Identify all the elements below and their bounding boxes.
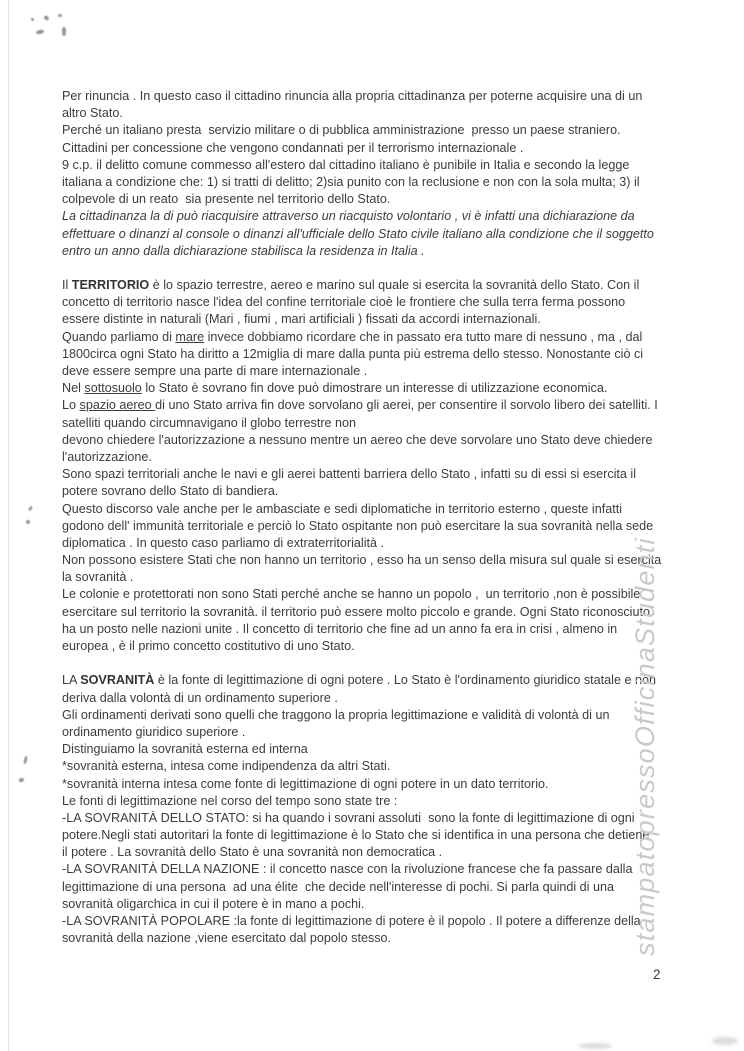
text-line [62, 501, 694, 518]
text-run: devono chiedere l'autorizzazione a nessuno mentre un aereo che deve sorvolare uno Stato deve chiedere [62, 432, 653, 447]
text-run: La cittadinanza la di può riacquisire attraverso un riacquisto volontario , vi è infatti una dichiarazione da [62, 209, 635, 224]
text-run: di uno Stato arriva fin dove sorvolano gli aerei, per consentire il sorvolo libero dei satelliti. I [155, 398, 658, 413]
text-run: Non possono esistere Stati che non hanno un territorio , esso ha un senso della misura sul quale si esercita [62, 553, 662, 568]
text-run: godono dell' immunità territoriale e perciò lo Stato ospitante non può esercitare la sua sovranità nella sede [62, 518, 654, 533]
text-run: è lo spazio terrestre, aereo e marino sul quale si esercita la sovranità dello Stato. Con il [149, 278, 640, 293]
text-line [62, 208, 694, 225]
text-line [62, 535, 694, 552]
document-lines [62, 88, 694, 947]
text-line [62, 672, 694, 689]
text-line [62, 277, 694, 294]
text-run: italiana a condizione che: 1) si tratti di delitto; 2)sia punito con la reclusione e non con la sola multa; 3) il [62, 174, 640, 189]
text-line [62, 140, 694, 157]
pen-mark [58, 13, 63, 17]
text-line [62, 930, 694, 947]
pen-mark [28, 506, 33, 512]
text-run: *sovranità interna intesa come fonte di legittimazione di ogni potere in un dato territorio. [62, 776, 549, 791]
text-run: legittimazione di una persona ad una élite che decide nell'interesse di pochi. Si parla quindi di una [62, 879, 614, 894]
text-run: Cittadini per concessione che vengono condannati per il terrorismo internazionale . [62, 140, 524, 155]
text-line [62, 432, 694, 449]
text-run: potere.Negli stati autoritari la fonte di legittimazione è lo Stato che si identifica in una persona che detiene [62, 828, 650, 843]
text-line [62, 191, 694, 208]
text-run: 1800circa ogni Stato ha diritto a 12miglia di mare dalla punta più estrema dello stesso. Nonostante ciò ci [62, 346, 644, 361]
text-run: *sovranità esterna, intesa come indipendenza da altri Stati. [62, 759, 391, 774]
text-line [62, 844, 694, 861]
text-run: è la fonte di legittimazione di ogni potere . Lo Stato è l'ordinamento giuridico statale e non [154, 673, 656, 688]
text-line [62, 311, 694, 328]
text-run: -LA SOVRANITÀ DELLA NAZIONE : il concetto nasce con la rivoluzione francese che fa passare dalla [62, 862, 633, 877]
text-run: potere sovrano dello Stato di bandiera. [62, 484, 279, 499]
page-number: 2 [653, 967, 661, 982]
text-run: diplomatica . In questo caso parliamo di extraterritorialità . [62, 535, 384, 550]
text-line [62, 604, 694, 621]
text-run: -LA SOVRANITÀ POPOLARE :la fonte di legittimazione di potere è il popolo . Il potere a differenze della [62, 914, 641, 928]
pen-mark [31, 18, 34, 21]
text-line [62, 827, 694, 844]
text-run: colpevole di un reato sia presente nel territorio dello Stato. [62, 192, 391, 207]
pen-mark [26, 520, 30, 524]
text-run: ha un posto nelle nazioni unite . Il concetto di territorio che fine ad un anno fa era in crisi , almeno in [62, 621, 618, 636]
text-line [62, 518, 694, 535]
text-line [62, 707, 694, 724]
text-line [62, 776, 694, 793]
pen-mark [43, 15, 49, 21]
scan-smudge [712, 1037, 738, 1045]
pen-mark [23, 756, 28, 764]
text-run: -LA SOVRANITÀ DELLO STATO: si ha quando i sovrani assoluti sono la fonte di legittimazione di ogni [62, 810, 635, 825]
text-run: Quando parliamo di [62, 329, 176, 344]
text-run: Lo [62, 398, 80, 413]
text-run: LA [62, 673, 81, 688]
text-run: sovranità della nazione ,viene esercitato dal popolo stesso. [62, 931, 392, 946]
text-run: Per rinuncia . In questo caso il cittadino rinuncia alla propria cittadinanza per poterne acquisire una di un [62, 89, 643, 103]
text-run: Perché un italiano presta servizio militare o di pubblica amministrazione presso un paese straniero. [62, 123, 621, 138]
text-line [62, 724, 694, 741]
text-line [62, 329, 694, 346]
pen-mark [36, 29, 45, 35]
blank-line [62, 655, 694, 672]
text-run: Gli ordinamenti derivati sono quelli che traggono la propria legittimazione e validità di volontà di un [62, 707, 610, 722]
text-line [62, 88, 694, 105]
text-line [62, 226, 694, 243]
text-run: spazio aereo [79, 398, 156, 413]
text-run: il potere . La sovranità dello Stato è una sovranità non democratica . [62, 845, 443, 860]
text-run: sovranità oligarchica in cui il potere è in mano a pochi. [62, 896, 365, 911]
text-run: Sono spazi territoriali anche le navi e gli aerei battenti barriera dello Stato , infatti su di essi si esercita il [62, 467, 637, 482]
text-line [62, 174, 694, 191]
text-line [62, 380, 694, 397]
text-run: satelliti quando circumnavigano il globo terrestre non [62, 415, 357, 430]
text-line [62, 483, 694, 500]
text-run: l'autorizzazione. [62, 449, 152, 464]
text-run: essere distinte in naturali (Mari , fiumi , mari artificiali ) fissati da accordi internazionali. [62, 312, 541, 327]
text-line [62, 758, 694, 775]
text-run: effettuare o dinanzi al console o dinanzi all'ufficiale dello Stato civile italiano alla condizione che il soggetto [62, 226, 654, 241]
text-line [62, 363, 694, 380]
text-line [62, 105, 694, 122]
blank-line [62, 260, 694, 277]
print-shop-watermark: stampatopressoOfficinaStudenti [630, 537, 660, 956]
text-line [62, 913, 694, 930]
text-line [62, 879, 694, 896]
text-line [62, 397, 694, 414]
text-run: Nel [62, 381, 85, 396]
text-run: altro Stato. [62, 106, 123, 121]
text-run: TERRITORIO [71, 278, 150, 293]
text-line [62, 586, 694, 603]
text-run: concetto di territorio nasce l'idea del confine territoriale cioè le frontiere che sulla terra ferma possono [62, 295, 626, 310]
text-line [62, 638, 694, 655]
text-run: lo Stato è sovrano fin dove può dimostrare un interesse di utilizzazione economica. [141, 381, 608, 396]
text-line [62, 690, 694, 707]
text-line [62, 569, 694, 586]
text-run: 9 c.p. il delitto comune commesso all'estero dal cittadino italiano è punibile in Italia e secondo la legge [62, 157, 630, 172]
text-run: europea , è il primo concetto costitutivo di uno Stato. [62, 639, 355, 653]
text-run: deve essere sempre una parte di mare internazionale . [62, 364, 368, 378]
text-line [62, 621, 694, 638]
text-line [62, 122, 694, 139]
text-line [62, 896, 694, 913]
text-run: SOVRANITÀ [80, 673, 155, 688]
text-run: esercitare sul territorio la sovranità. il territorio può essere molto piccolo e grande. Ogni Stato riconosciuto [62, 604, 650, 619]
text-line [62, 294, 694, 311]
scan-smudge [578, 1043, 612, 1049]
text-run: Le colonie e protettorati non sono Stati perché anche se hanno un popolo , un territorio ,non è possibile [62, 587, 641, 602]
text-run: la sovranità . [62, 570, 134, 585]
text-line [62, 861, 694, 878]
text-run: entro un anno dalla dichiarazione stabilisca la residenza in Italia . [62, 243, 425, 258]
text-run: deriva dalla volontà di un ordinamento superiore . [62, 690, 338, 705]
text-line [62, 552, 694, 569]
text-run: mare [175, 329, 205, 344]
pen-mark [18, 777, 24, 783]
text-run: Questo discorso vale anche per le ambasciate e sedi diplomatiche in territorio esterno , queste infatti [62, 501, 623, 516]
text-run: invece dobbiamo ricordare che in passato era tutto mare di nessuno , ma , dal [204, 329, 643, 344]
text-run: Il [62, 278, 72, 293]
scan-edge-line [8, 0, 9, 1051]
text-line [62, 243, 694, 260]
pen-mark [62, 27, 66, 36]
text-run: ordinamento giuridico superiore . [62, 724, 246, 739]
text-line [62, 810, 694, 827]
text-line [62, 346, 694, 363]
text-line [62, 415, 694, 432]
text-run: sottosuolo [84, 381, 142, 396]
text-line [62, 793, 694, 810]
text-line [62, 157, 694, 174]
text-line [62, 466, 694, 483]
text-line [62, 741, 694, 758]
text-line [62, 449, 694, 466]
text-run: Le fonti di legittimazione nel corso del tempo sono state tre : [62, 793, 398, 808]
text-run: Distinguiamo la sovranità esterna ed interna [62, 742, 308, 757]
